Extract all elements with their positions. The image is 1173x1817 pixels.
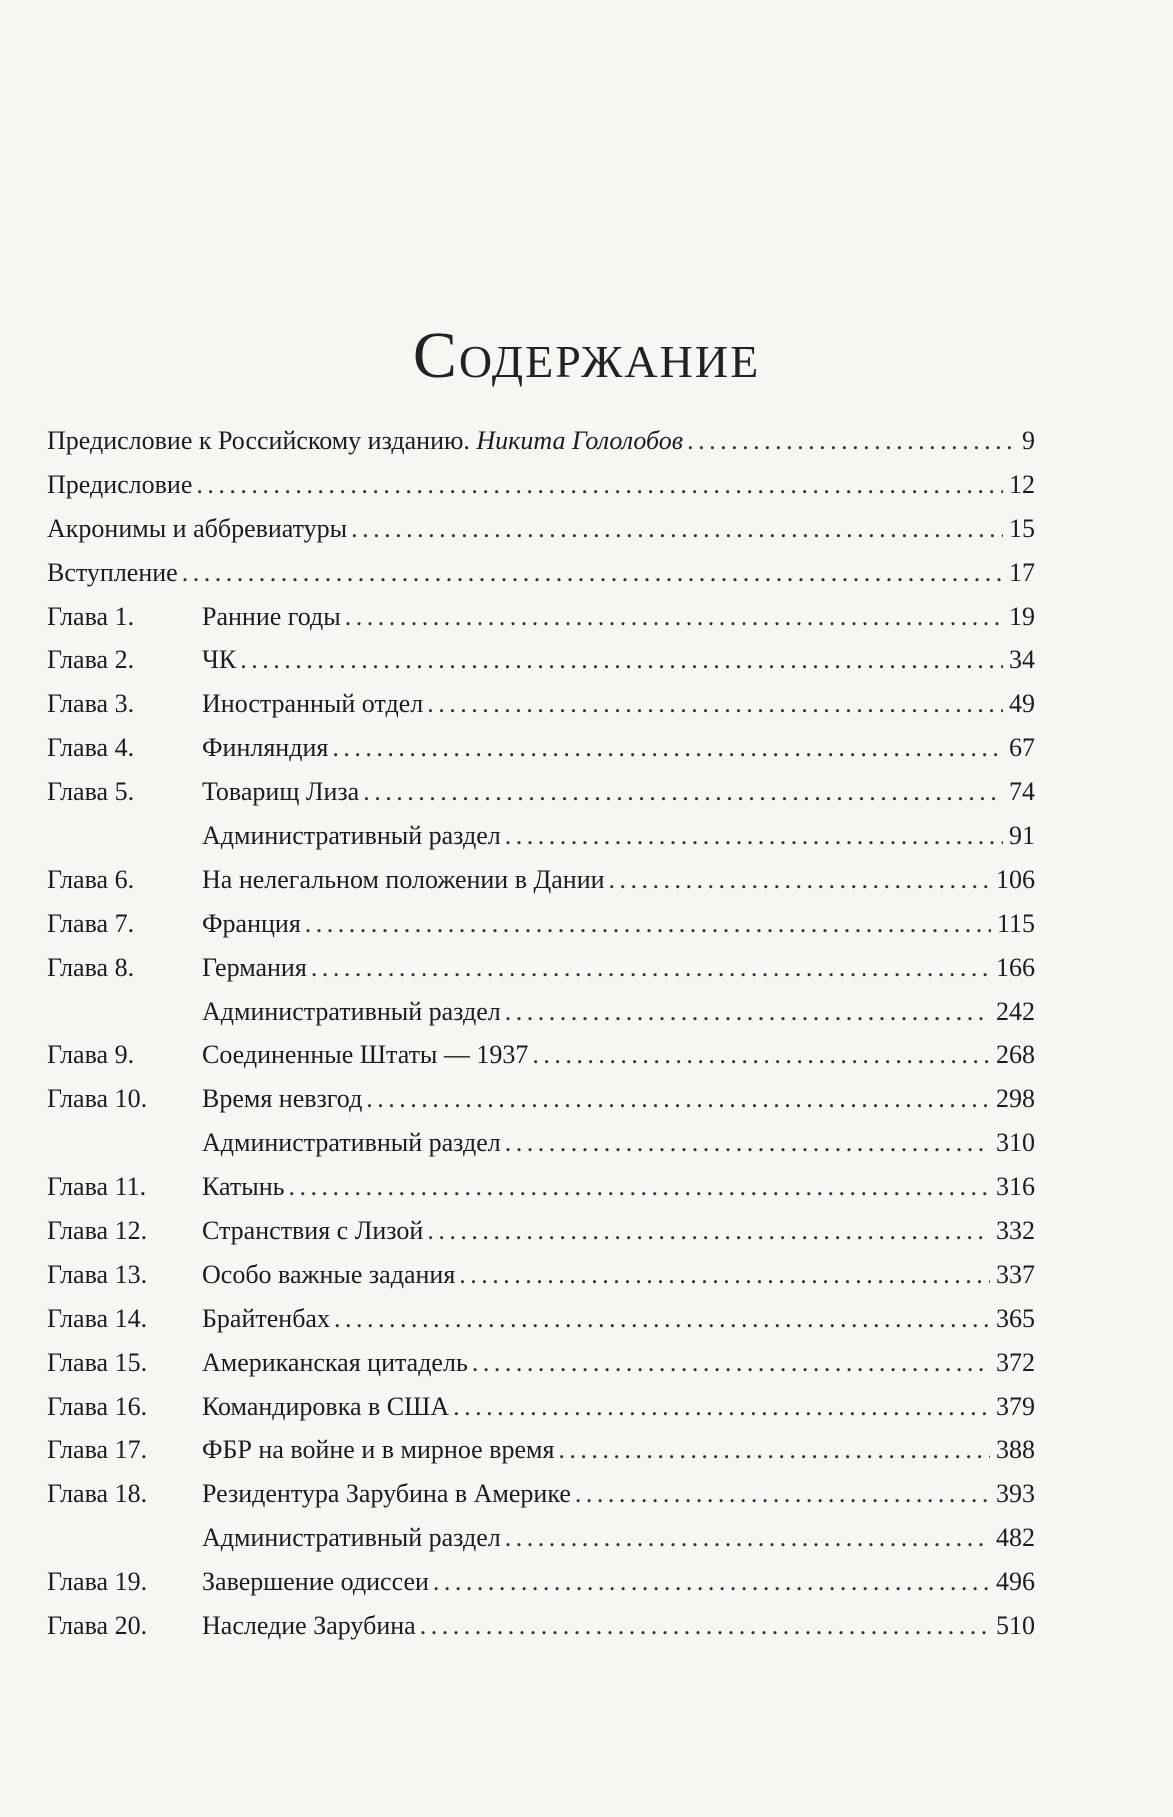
toc-entry-title — [202, 997, 501, 1027]
toc-entry[interactable] — [47, 514, 1035, 558]
toc-entry[interactable] — [47, 865, 1035, 909]
toc-leader-dots — [453, 1392, 990, 1422]
toc-entry-label: Глава 10. — [47, 1084, 148, 1114]
toc-entry-label: Глава 2. — [47, 645, 135, 675]
toc-entry-title-text: Вступление — [47, 557, 178, 587]
toc-entry-title — [47, 426, 683, 456]
toc-entry-label: Глава 3. — [47, 689, 135, 719]
toc-entry[interactable] — [47, 558, 1035, 602]
toc-entry-title — [202, 777, 359, 807]
toc-entry[interactable] — [47, 1567, 1035, 1611]
toc-entry[interactable] — [47, 1084, 1035, 1128]
toc-entry-title — [202, 865, 605, 895]
toc-entry-page-number: 91 — [1009, 821, 1035, 851]
toc-entry-title-text: Акронимы и аббревиатуры — [47, 513, 348, 543]
toc-entry-title-text: Американская цитадель — [202, 1347, 468, 1377]
toc-entry-page-number: 482 — [996, 1523, 1035, 1553]
toc-leader-dots — [427, 689, 1003, 719]
toc-entry-title — [202, 909, 301, 939]
toc-entry-label: Глава 5. — [47, 777, 135, 807]
toc-entry-title — [202, 1304, 330, 1334]
toc-entry-title — [202, 733, 328, 763]
toc-entry-title-text: Командировка в США — [202, 1391, 450, 1421]
toc-entry[interactable] — [47, 909, 1035, 953]
toc-entry-page-number: 49 — [1009, 689, 1035, 719]
toc-entry-page-number: 19 — [1009, 601, 1035, 631]
toc-entry-title-text: Соединенные Штаты — 1937 — [202, 1040, 529, 1070]
toc-entry-label: Глава 15. — [47, 1347, 148, 1377]
toc-entry-page-number: 372 — [996, 1347, 1035, 1377]
toc-entry-title — [202, 602, 341, 632]
toc-entry-page-number: 332 — [996, 1216, 1035, 1246]
toc-entry-page-number: 310 — [996, 1128, 1035, 1158]
toc-entry-page-number: 9 — [1022, 426, 1035, 455]
toc-entry[interactable] — [47, 1435, 1035, 1479]
toc-entry-label: Глава 6. — [47, 864, 135, 894]
toc-entry-page-number: 15 — [1009, 513, 1035, 543]
toc-entry[interactable] — [47, 997, 1035, 1041]
toc-entry-page-number: 67 — [1009, 733, 1035, 763]
toc-entry[interactable] — [47, 1128, 1035, 1172]
toc-entry[interactable] — [47, 426, 1035, 470]
toc-entry-label: Глава 19. — [47, 1567, 148, 1597]
toc-entry[interactable] — [47, 645, 1035, 689]
table-of-contents — [47, 426, 1035, 1655]
toc-entry-page-number: 298 — [996, 1084, 1035, 1114]
toc-entry-page-number: 17 — [1009, 557, 1035, 587]
toc-entry[interactable] — [47, 689, 1035, 733]
toc-entry-title — [202, 953, 307, 983]
toc-entry-title-text: На нелегальном положении в Дании — [202, 864, 605, 894]
toc-entry[interactable] — [47, 953, 1035, 997]
toc-entry[interactable] — [47, 470, 1035, 514]
toc-entry-title — [202, 1084, 362, 1114]
toc-entry-title — [202, 1348, 468, 1378]
toc-entry-page-number: 393 — [996, 1479, 1035, 1509]
toc-entry-title — [202, 645, 236, 675]
page-title: Содержание — [412, 319, 761, 392]
toc-entry[interactable] — [47, 1611, 1035, 1655]
toc-leader-dots — [345, 602, 1003, 632]
toc-entry-title — [202, 1567, 429, 1597]
toc-entry[interactable] — [47, 1348, 1035, 1392]
toc-entry-label: Глава 20. — [47, 1611, 148, 1641]
toc-entry-title-text: Ранние годы — [202, 601, 341, 631]
toc-entry-page-number: 496 — [996, 1567, 1035, 1597]
toc-entry-page-number: 74 — [1009, 777, 1035, 807]
toc-entry-title-text: Предисловие к Российскому изданию. — [47, 426, 470, 455]
toc-entry-title-text: ЧК — [202, 645, 237, 675]
toc-entry-page-number: 12 — [1009, 469, 1035, 499]
toc-leader-dots — [558, 1435, 990, 1465]
toc-entry-page-number: 166 — [996, 952, 1035, 982]
toc-entry-title-text: Административный раздел — [202, 821, 501, 851]
toc-entry-label: Глава 16. — [47, 1391, 148, 1421]
toc-leader-dots — [505, 1128, 990, 1158]
toc-leader-dots — [182, 558, 1003, 588]
toc-leader-dots — [240, 645, 1003, 675]
toc-entry-title — [202, 1260, 455, 1290]
toc-entry[interactable] — [47, 1523, 1035, 1567]
toc-leader-dots — [311, 953, 990, 983]
toc-entry-page-number: 242 — [996, 996, 1035, 1026]
toc-entry[interactable] — [47, 1040, 1035, 1084]
toc-entry-title-text: Иностранный отдел — [202, 689, 424, 719]
toc-entry-title-text: Особо важные задания — [202, 1259, 456, 1289]
toc-entry-title — [202, 1479, 571, 1509]
toc-entry-title-text: Финляндия — [202, 733, 329, 763]
toc-entry-title — [202, 689, 423, 719]
toc-entry-label: Глава 7. — [47, 908, 135, 938]
toc-leader-dots — [420, 1611, 990, 1641]
toc-leader-dots — [687, 426, 1016, 456]
toc-entry-title — [47, 470, 192, 500]
toc-entry[interactable] — [47, 733, 1035, 777]
toc-leader-dots — [427, 1216, 990, 1246]
toc-entry-title — [202, 1392, 449, 1422]
toc-entry-label: Глава 17. — [47, 1435, 148, 1465]
toc-entry[interactable] — [47, 1304, 1035, 1348]
toc-entry[interactable] — [47, 1392, 1035, 1436]
toc-entry-page-number: 316 — [996, 1172, 1035, 1202]
toc-leader-dots — [472, 1348, 990, 1378]
toc-entry-title — [47, 558, 178, 588]
toc-entry[interactable] — [47, 777, 1035, 821]
toc-entry[interactable] — [47, 602, 1035, 646]
toc-entry-page-number: 106 — [996, 864, 1035, 894]
toc-entry-title — [202, 1435, 554, 1465]
toc-entry-label: Глава 11. — [47, 1172, 147, 1202]
toc-entry[interactable] — [47, 1216, 1035, 1260]
toc-entry-title — [202, 1040, 528, 1070]
toc-leader-dots — [505, 1523, 990, 1553]
toc-leader-dots — [305, 909, 991, 939]
toc-entry-author: Никита Гололобов — [476, 426, 684, 455]
toc-entry-title-text: Административный раздел — [202, 1523, 501, 1553]
toc-entry-label: Глава 14. — [47, 1303, 148, 1333]
toc-entry-label: Глава 9. — [47, 1040, 135, 1070]
toc-entry-title-text: Административный раздел — [202, 1128, 501, 1158]
toc-entry-title — [202, 1216, 423, 1246]
toc-entry-title-text: Административный раздел — [202, 996, 501, 1026]
toc-entry-title-text: ФБР на войне и в мирное время — [202, 1435, 555, 1465]
toc-leader-dots — [196, 470, 1003, 500]
toc-leader-dots — [332, 733, 1003, 763]
toc-entry-title-text: Франция — [202, 908, 301, 938]
toc-entry-title-text: Завершение одиссеи — [202, 1567, 429, 1597]
toc-entry-label: Глава 1. — [47, 601, 135, 631]
toc-entry-page-number: 337 — [996, 1259, 1035, 1289]
toc-entry-label: Глава 8. — [47, 952, 135, 982]
toc-leader-dots — [459, 1260, 990, 1290]
toc-entry-label: Глава 4. — [47, 733, 135, 763]
toc-entry[interactable] — [47, 1260, 1035, 1304]
toc-leader-dots — [505, 821, 1003, 851]
toc-entry-title — [202, 1523, 501, 1553]
toc-entry-title-text: Брайтенбах — [202, 1303, 330, 1333]
toc-entry-title-text: Катынь — [202, 1172, 285, 1202]
toc-entry-title — [202, 1172, 284, 1202]
toc-entry-page-number: 115 — [996, 908, 1035, 938]
toc-leader-dots — [575, 1479, 990, 1509]
toc-entry[interactable] — [47, 1172, 1035, 1216]
toc-entry-title-text: Странствия с Лизой — [202, 1216, 424, 1246]
toc-leader-dots — [433, 1567, 990, 1597]
toc-entry-label: Глава 18. — [47, 1479, 148, 1509]
toc-entry-title — [202, 821, 501, 851]
toc-entry-title — [202, 1611, 416, 1641]
toc-entry-title — [202, 1128, 501, 1158]
toc-entry[interactable] — [47, 1479, 1035, 1523]
toc-entry-label: Глава 12. — [47, 1216, 148, 1246]
toc-entry-page-number: 388 — [996, 1435, 1035, 1465]
toc-leader-dots — [288, 1172, 990, 1202]
toc-leader-dots — [351, 514, 1003, 544]
toc-entry-title-text: Германия — [202, 952, 307, 982]
toc-entry-title — [47, 514, 347, 544]
toc-entry-title-text: Наследие Зарубина — [202, 1611, 416, 1641]
toc-entry[interactable] — [47, 821, 1035, 865]
toc-entry-page-number: 365 — [996, 1303, 1035, 1333]
toc-entry-label: Глава 13. — [47, 1259, 148, 1289]
toc-leader-dots — [334, 1304, 990, 1334]
toc-entry-title-text: Предисловие — [47, 469, 193, 499]
toc-leader-dots — [505, 997, 990, 1027]
toc-entry-page-number: 379 — [996, 1391, 1035, 1421]
toc-leader-dots — [532, 1040, 990, 1070]
toc-entry-page-number: 268 — [996, 1040, 1035, 1070]
toc-entry-page-number: 34 — [1009, 645, 1035, 675]
toc-entry-title-text: Резидентура Зарубина в Америке — [202, 1479, 571, 1509]
toc-entry-title-text: Время невзгод — [202, 1084, 363, 1114]
toc-leader-dots — [366, 1084, 990, 1114]
toc-entry-page-number: 510 — [996, 1611, 1035, 1641]
toc-entry-title-text: Товарищ Лиза — [202, 777, 360, 807]
toc-leader-dots — [609, 865, 990, 895]
toc-leader-dots — [363, 777, 1003, 807]
